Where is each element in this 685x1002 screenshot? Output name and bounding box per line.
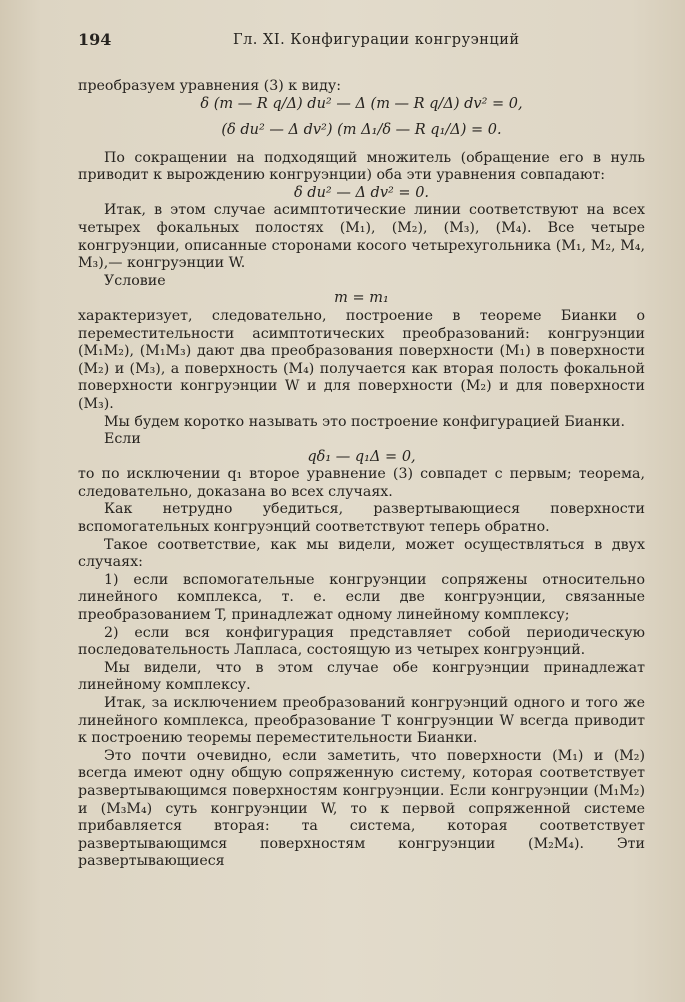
paragraph: Если <box>104 431 141 448</box>
paragraph: Как нетрудно убедиться, развертывающиеся поверхности вспомогательных конгруэнций соответствуют теперь обратно. <box>78 501 645 536</box>
paragraph: По сокращении на подходящий множитель (обращение его в нуль приводит к вырождению конгруэнции) оба эти уравнения совпадают: <box>78 149 645 184</box>
formula: (δ du² — Δ dv²) (m Δ₁/δ — R q₁/Δ) = 0. <box>221 121 502 138</box>
running-title: Гл. XI. Конфигурации конгруэнций <box>233 32 520 48</box>
formula: m = m₁ <box>334 290 389 307</box>
paragraph: Такое соответствие, как мы видели, может осуществляться в двух случаях: <box>78 536 645 571</box>
paragraph: Мы будем коротко называть это построение конфигурацией Бианки. <box>104 413 625 430</box>
paragraph: преобразуем уравнения (3) к виду: <box>78 78 341 94</box>
paragraph: Итак, за исключением преобразований конгруэнций одного и того же линейного комплекса, преобразование T конгруэнции W всегда приводит к построению теоремы переместительности Бианки. <box>78 695 645 747</box>
formula: δ (m — R q/Δ) du² — Δ (m — R q/Δ) dv² = 0, <box>200 95 523 112</box>
paragraph: Это почти очевидно, если заметить, что поверхности (M₁) и (M₂) всегда имеют одну общую сопряженную систему, которая соответствует развертывающимся поверхностям конгруэнции. Если конгруэнции (M₁M₂) и (M₃M₄) суть конгруэнции W, то к первой сопряженной системе прибавляется вторая: та система, которая соответствует развертывающимся поверхностям конгруэнции (M₂M₄). Эти развертывающиеся <box>78 747 645 870</box>
paragraph: 2) если вся конфигурация представляет собой периодическую последовательность Лапласа, состоящую из четырех конгруэнций. <box>78 624 645 659</box>
page-number: 194 <box>78 30 112 49</box>
formula: δ du² — Δ dv² = 0. <box>293 184 430 201</box>
paragraph: Условие <box>104 272 166 289</box>
paragraph: Итак, в этом случае асимптотические линии соответствуют на всех четырех фокальных полостях (M₁), (M₂), (M₃), (M₄). Все четыре конгруэнции, описанные сторонами косого четырехугольника (M₁, M₂, M₄, M₃),— конгруэнции W. <box>78 202 645 272</box>
page-body <box>78 78 645 871</box>
paragraph: то по исключении q₁ второе уравнение (3) совпадет с первым; теорема, следовательно, доказана во всех случаях. <box>78 466 645 500</box>
formula: qδ₁ — q₁Δ = 0, <box>307 448 416 465</box>
paragraph: 1) если вспомогательные конгруэнции сопряжены относительно линейного комплекса, т. е. если две конгруэнции, связанные преобразованием T, принадлежат одному линейному комплексу; <box>78 571 645 624</box>
paragraph: характеризует, следовательно, построение в теореме Бианки о переместительности асимптотических преобразований: конгруэнции (M₁M₂), (M₁M₃) дают два преобразования поверхности (M₁) в поверхности (M₂) и (M₃), а поверхность (M₄) получается как вторая полость фокальной поверхности конгруэнции W и для поверхности (M₂) и для поверхности (M₃). <box>78 307 645 412</box>
page-header <box>78 30 643 54</box>
paragraph: Мы видели, что в этом случае обе конгруэнции принадлежат линейному комплексу. <box>78 659 645 694</box>
